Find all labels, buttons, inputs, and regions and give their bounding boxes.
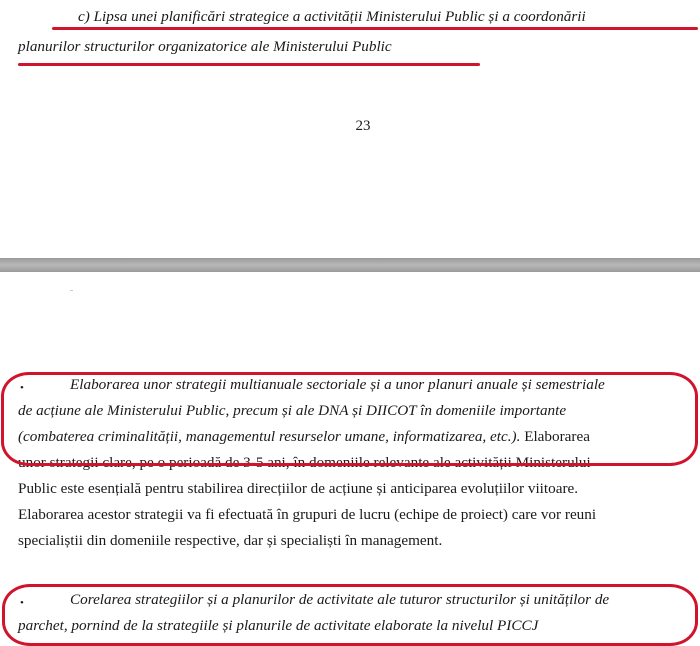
scan-speck <box>70 290 73 291</box>
item1-line3-italic: (combaterea criminalității, managementul resurselor umane, informatizarea, etc.). <box>18 428 521 445</box>
bullet: • <box>20 597 24 609</box>
item1-line6: Elaborarea acestor strategii va fi efectuată în grupuri de lucru (echipe de proiect) care vor reuni <box>18 506 597 523</box>
item1-line5: Public este esențială pentru stabilirea direcțiilor de acțiune și anticiparea evoluțiilor viitoare. <box>18 480 579 497</box>
item1-line1: Elaborarea unor strategii multianuale sectoriale și a unor planuri anuale și semestriale <box>70 376 605 393</box>
red-underline-1 <box>52 27 698 30</box>
red-circle-item1 <box>1 372 698 466</box>
page-number: 23 <box>355 118 371 134</box>
heading-line-2: planurilor structurilor organizatorice ale Ministerului Public <box>18 38 392 55</box>
item1-line4: unor strategii clare, pe o perioadă de 3-5 ani, în domeniile relevante ale activității Ministerului <box>18 454 591 471</box>
red-underline-2 <box>18 63 480 66</box>
item1-line3-rest: Elaborarea <box>520 428 590 445</box>
item1-line2: de acțiune ale Ministerului Public, precum și ale DNA și DIICOT în domeniile importante <box>18 402 567 419</box>
item2-line2: parchet, pornind de la strategiile și planurile de activitate elaborate la nivelul PICCJ <box>18 617 539 634</box>
page-separator <box>0 258 700 272</box>
bullet: • <box>20 382 24 394</box>
page-23-bottom <box>0 0 700 258</box>
item1-line7: specialiștii din domeniile respective, dar și specialiști în management. <box>18 532 443 549</box>
heading-line-1: c) Lipsa unei planificări strategice a activității Ministerului Public și a coordonării <box>78 8 586 25</box>
item2-line1: Corelarea strategiilor și a planurilor de activitate ale tuturor structurilor și unităților de <box>70 591 610 608</box>
red-circle-item2 <box>2 584 698 646</box>
